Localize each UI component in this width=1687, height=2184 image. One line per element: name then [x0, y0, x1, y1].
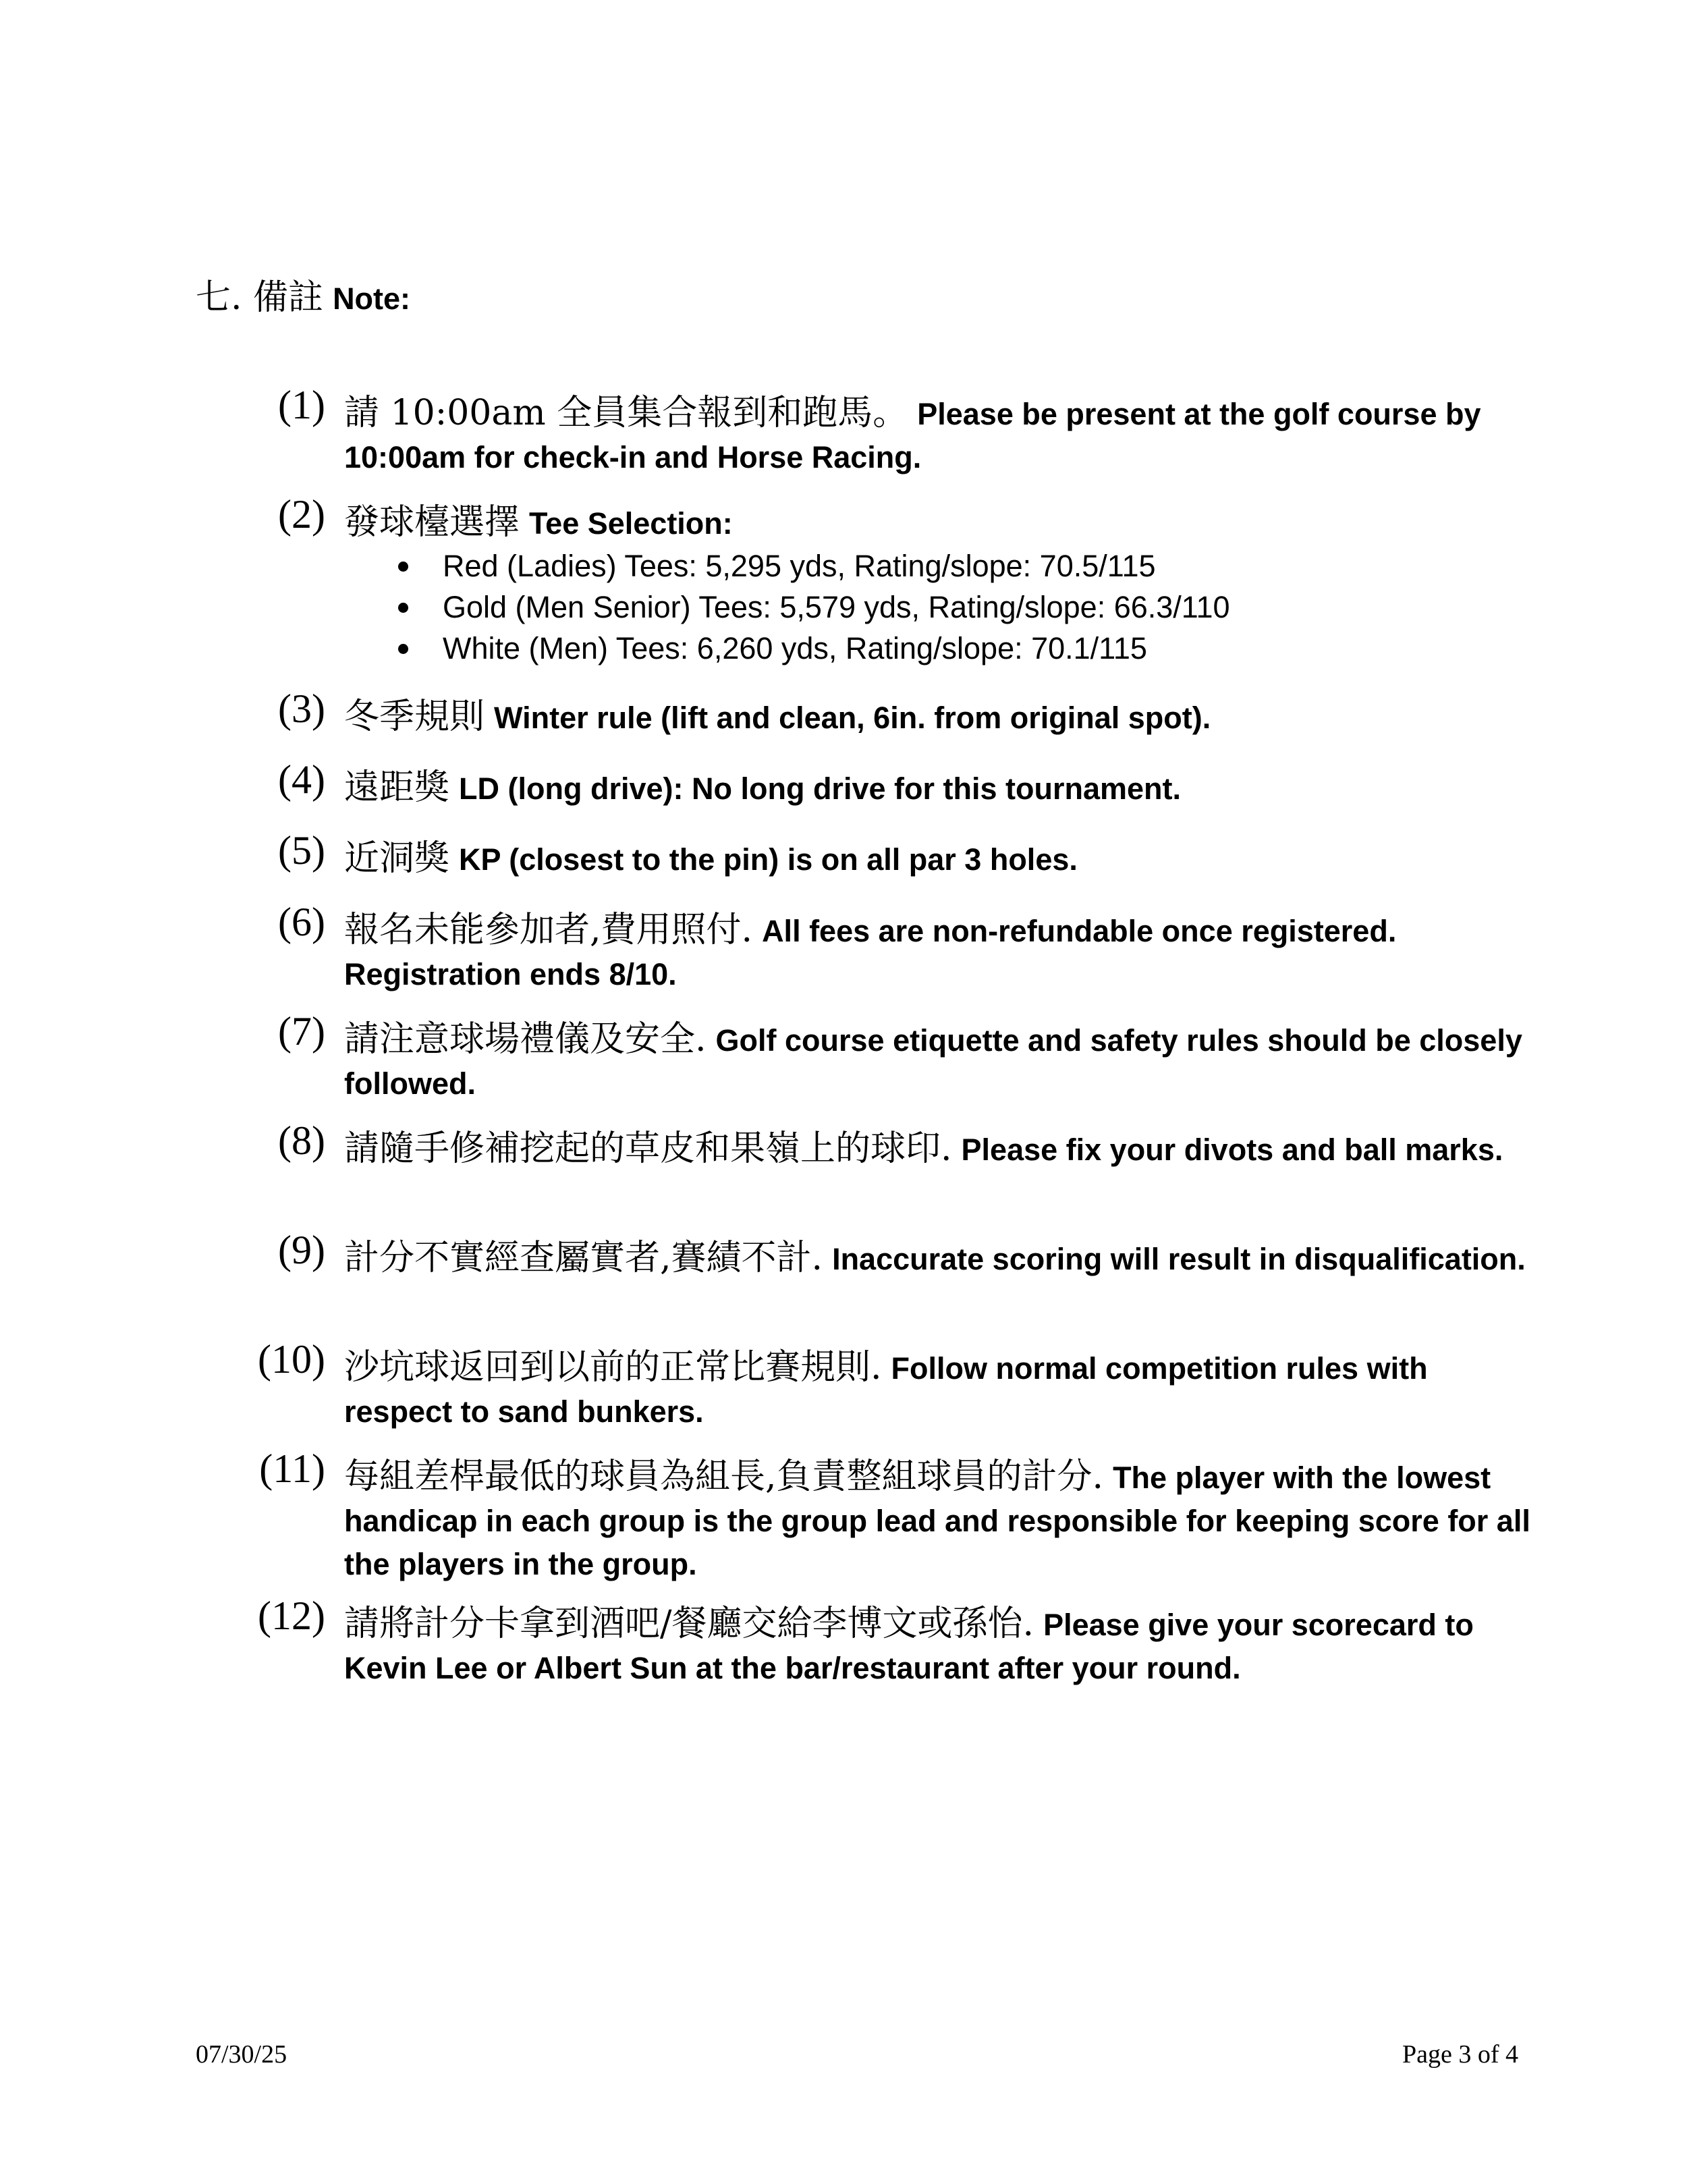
section-title-english: Note:: [333, 281, 411, 316]
item-text-english: LD (long drive): No long drive for this tournament.: [459, 771, 1181, 806]
item-text-chinese: 遠距獎: [344, 767, 450, 808]
item-number: (5): [278, 828, 325, 873]
item-text-english: Tee Selection:: [529, 506, 733, 541]
item-number: (2): [278, 492, 325, 537]
tee-option-gold: Gold (Men Senior) Tees: 5,579 yds, Rating/slope: 66.3/110: [443, 590, 1230, 624]
tee-option-red: Red (Ladies) Tees: 5,295 yds, Rating/slope: 70.5/115: [443, 549, 1156, 583]
item-text-chinese: 近洞獎: [344, 838, 450, 879]
item-text-english: Please be present at the golf course by 10:00am for check-in and Horse Racing.: [344, 397, 1481, 474]
item-number: (7): [278, 1009, 325, 1054]
item-text-chinese: 冬季規則: [344, 697, 485, 737]
item-text-chinese: 報名未能參加者,費用照付.: [344, 910, 753, 950]
item-number: (12): [258, 1593, 325, 1638]
list-item: [398, 628, 1230, 669]
bullet-icon: [398, 562, 408, 572]
item-text-english: Please give your scorecard to Kevin Lee or Albert Sun at the bar/restaurant after your round.: [344, 1608, 1474, 1685]
section-heading: [196, 269, 411, 318]
footer-page-number: Page 3 of 4: [1402, 2040, 1518, 2069]
item-text-english: Winter rule (lift and clean, 6in. from original spot).: [494, 701, 1211, 735]
list-item: [398, 545, 1230, 586]
item-text-english: Golf course etiquette and safety rules should be closely followed.: [344, 1023, 1522, 1101]
item-text-english: KP (closest to the pin) is on all par 3 holes.: [459, 842, 1078, 877]
item-number: (6): [278, 900, 325, 944]
bullet-icon: [398, 603, 408, 613]
list-item: [398, 586, 1230, 628]
item-number: (9): [278, 1228, 325, 1272]
footer-date: 07/30/25: [196, 2040, 287, 2069]
bullet-icon: [398, 644, 408, 654]
item-number: (8): [278, 1118, 325, 1163]
item-text-english: Please fix your divots and ball marks.: [961, 1132, 1503, 1167]
item-number: (1): [278, 383, 325, 427]
item-text-english: Follow normal competition rules with respect to sand bunkers.: [344, 1351, 1428, 1429]
item-text-english: The player with the lowest handicap in each group is the group lead and responsible for keeping score for all the players in the group.: [344, 1460, 1530, 1581]
item-text-english: All fees are non-refundable once registered. Registration ends 8/10.: [344, 914, 1397, 991]
tee-selection-list: [398, 545, 1230, 669]
item-text-chinese: 請注意球場禮儀及安全.: [344, 1019, 707, 1060]
item-text-chinese: 發球檯選擇: [344, 502, 520, 543]
item-text-chinese: 請隨手修補挖起的草皮和果嶺上的球印.: [344, 1128, 952, 1169]
item-number: (3): [278, 686, 325, 731]
item-text-chinese: 沙坑球返回到以前的正常比賽規則.: [344, 1347, 882, 1388]
item-number: (10): [258, 1337, 325, 1382]
item-text-chinese: 計分不實經查屬實者,賽績不計.: [344, 1238, 823, 1278]
item-text-chinese: 請將計分卡拿到酒吧/餐廳交給李博文或孫怡.: [344, 1604, 1034, 1644]
item-text-chinese: 每組差桿最低的球員為組長,負責整組球員的計分.: [344, 1456, 1104, 1497]
section-title-chinese: 七. 備註: [196, 277, 324, 318]
item-text-english: Inaccurate scoring will result in disqualification.: [832, 1242, 1526, 1276]
item-number: (11): [259, 1446, 325, 1491]
item-text-chinese: 請 10:00am 全員集合報到和跑馬。: [344, 393, 908, 433]
tee-option-white: White (Men) Tees: 6,260 yds, Rating/slope: 70.1/115: [443, 631, 1147, 665]
item-number: (4): [278, 757, 325, 802]
